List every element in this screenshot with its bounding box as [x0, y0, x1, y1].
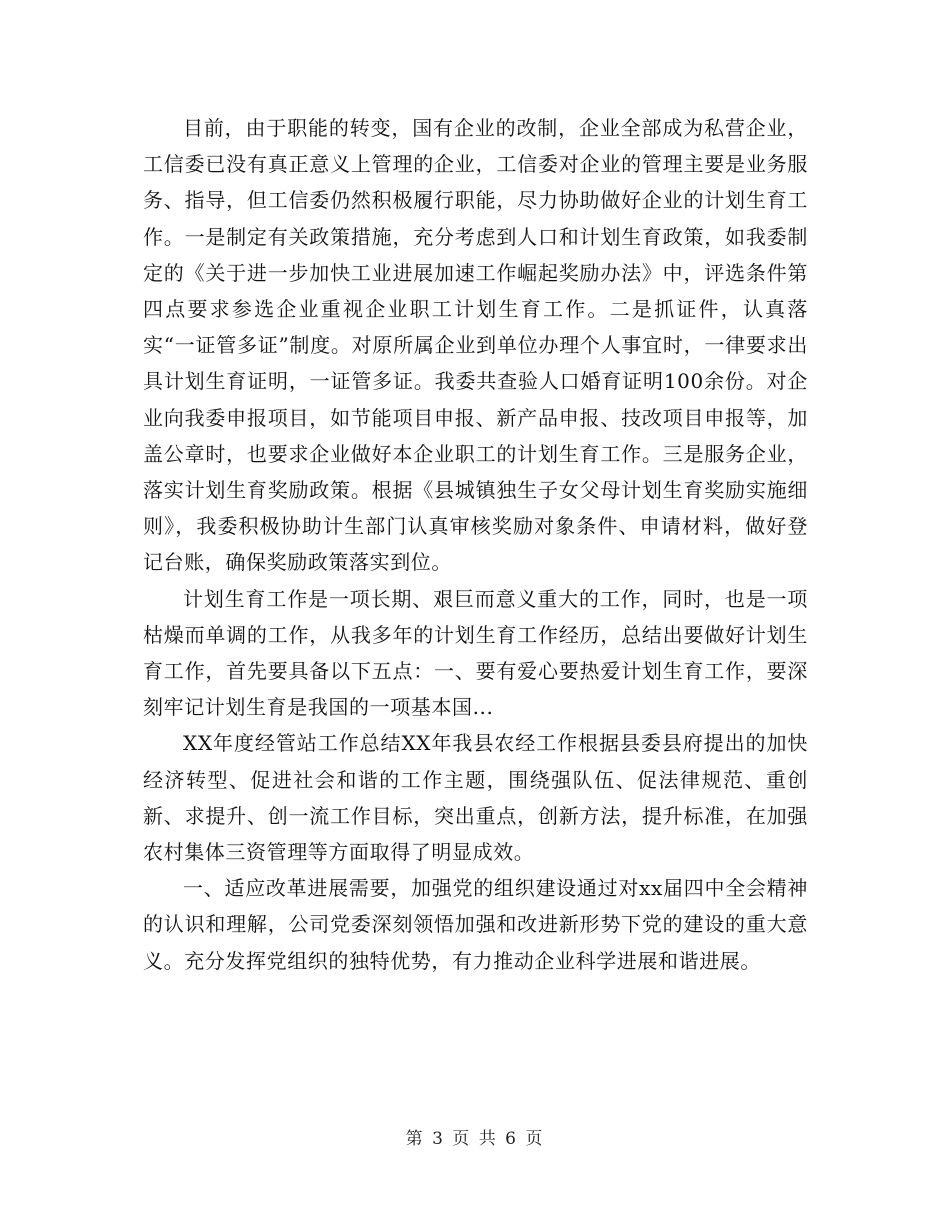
- page-number-footer: 第 3 页 共 6 页: [405, 1129, 545, 1149]
- paragraph-3: XX年度经管站工作总结XX年我县农经工作根据县委县府提出的加快经济转型、促进社会和谐的工作主题，围绕强队伍、促法律规范、重创新、求提升、创一流工作目标，突出重点，创新方法，提升标准，在加强农村集体三资管理等方面取得了明显成效。: [143, 731, 808, 865]
- paragraph-2: 计划生育工作是一项长期、艰巨而意义重大的工作，同时，也是一项枯燥而单调的工作，从我多年的计划生育工作经历，总结出要做好计划生育工作，首先要具备以下五点：一、要有爱心要热爱计划生育工作，要深刻牢记计划生育是我国的一项基本国...: [143, 586, 808, 720]
- paragraph-4: 一、适应改革进展需要，加强党的组织建设通过对xx届四中全会精神的认识和理解，公司党委深刻领悟加强和改进新形势下党的建设的重大意义。充分发挥党组织的独特优势，有力推动企业科学进展和谐进展。: [143, 876, 808, 973]
- paragraph-1: 目前，由于职能的转变，国有企业的改制，企业全部成为私营企业，工信委已没有真正意义上管理的企业，工信委对企业的管理主要是业务服务、指导，但工信委仍然积极履行职能，尽力协助做好企业的计划生育工作。一是制定有关政策措施，充分考虑到人口和计划生育政策，如我委制定的《关于进一步加快工业进展加速工作崛起奖励办法》中，评选条件第四点要求参选企业重视企业职工计划生育工作。二是抓证件，认真落实“一证管多证”制度。对原所属企业到单位办理个人事宜时，一律要求出具计划生育证明，一证管多证。我委共查验人口婚育证明100余份。对企业向我委申报项目，如节能项目申报、新产品申报、技改项目申报等，加盖公章时，也要求企业做好本企业职工的计划生育工作。三是服务企业，落实计划生育奖励政策。根据《县城镇独生子女父母计划生育奖励实施细则》，我委积极协助计生部门认真审核奖励对象条件、申请材料，做好登记台账，确保奖励政策落实到位。: [143, 116, 808, 575]
- body-text: [143, 110, 808, 979]
